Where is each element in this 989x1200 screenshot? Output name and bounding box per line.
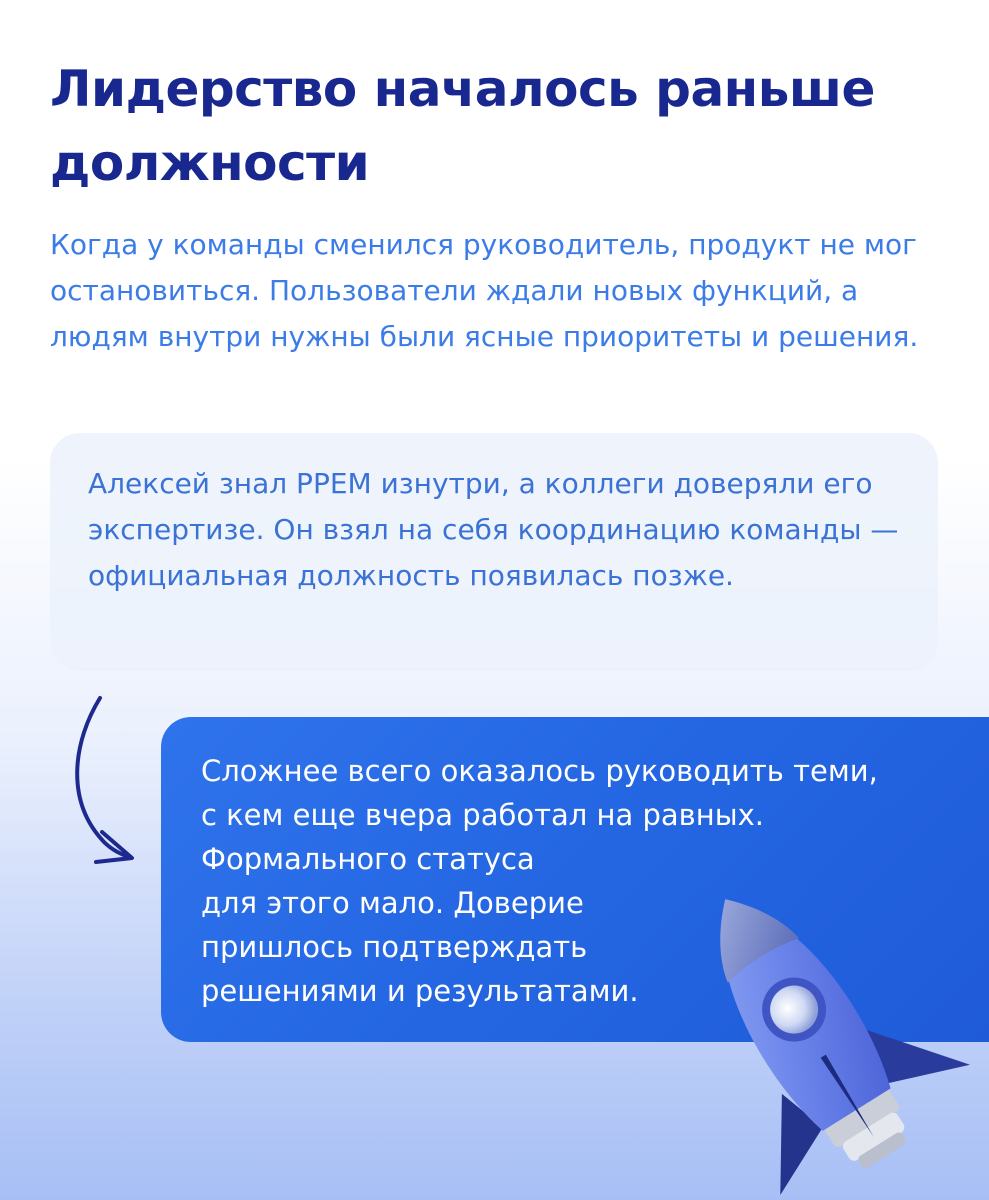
page-title: Лидерство началось раньше должности (50, 60, 875, 192)
quote-card (50, 433, 938, 671)
highlight-line: для этого мало. Доверие (201, 886, 584, 920)
highlight-line: с кем еще вчера работал на равных. (201, 798, 764, 832)
highlight-line: Формального статуса (201, 842, 535, 876)
highlight-line: решениями и результатами. (201, 974, 639, 1008)
curved-arrow-icon (60, 690, 150, 880)
quote-text: Алексей знал PPEM изнутри, а коллеги доверяли его экспертизе. Он взял на себя координацию команды — официальная должность появилась позже. (88, 467, 899, 592)
rocket-icon (660, 855, 989, 1200)
intro-paragraph: Когда у команды сменился руководитель, продукт не мог остановиться. Пользователи ждали новых функций, а людям внутри нужны были ясные приоритеты и решения. (50, 228, 919, 353)
highlight-line: Сложнее всего оказалось руководить теми, (201, 754, 878, 788)
highlight-line: пришлось подтверждать (201, 930, 588, 964)
